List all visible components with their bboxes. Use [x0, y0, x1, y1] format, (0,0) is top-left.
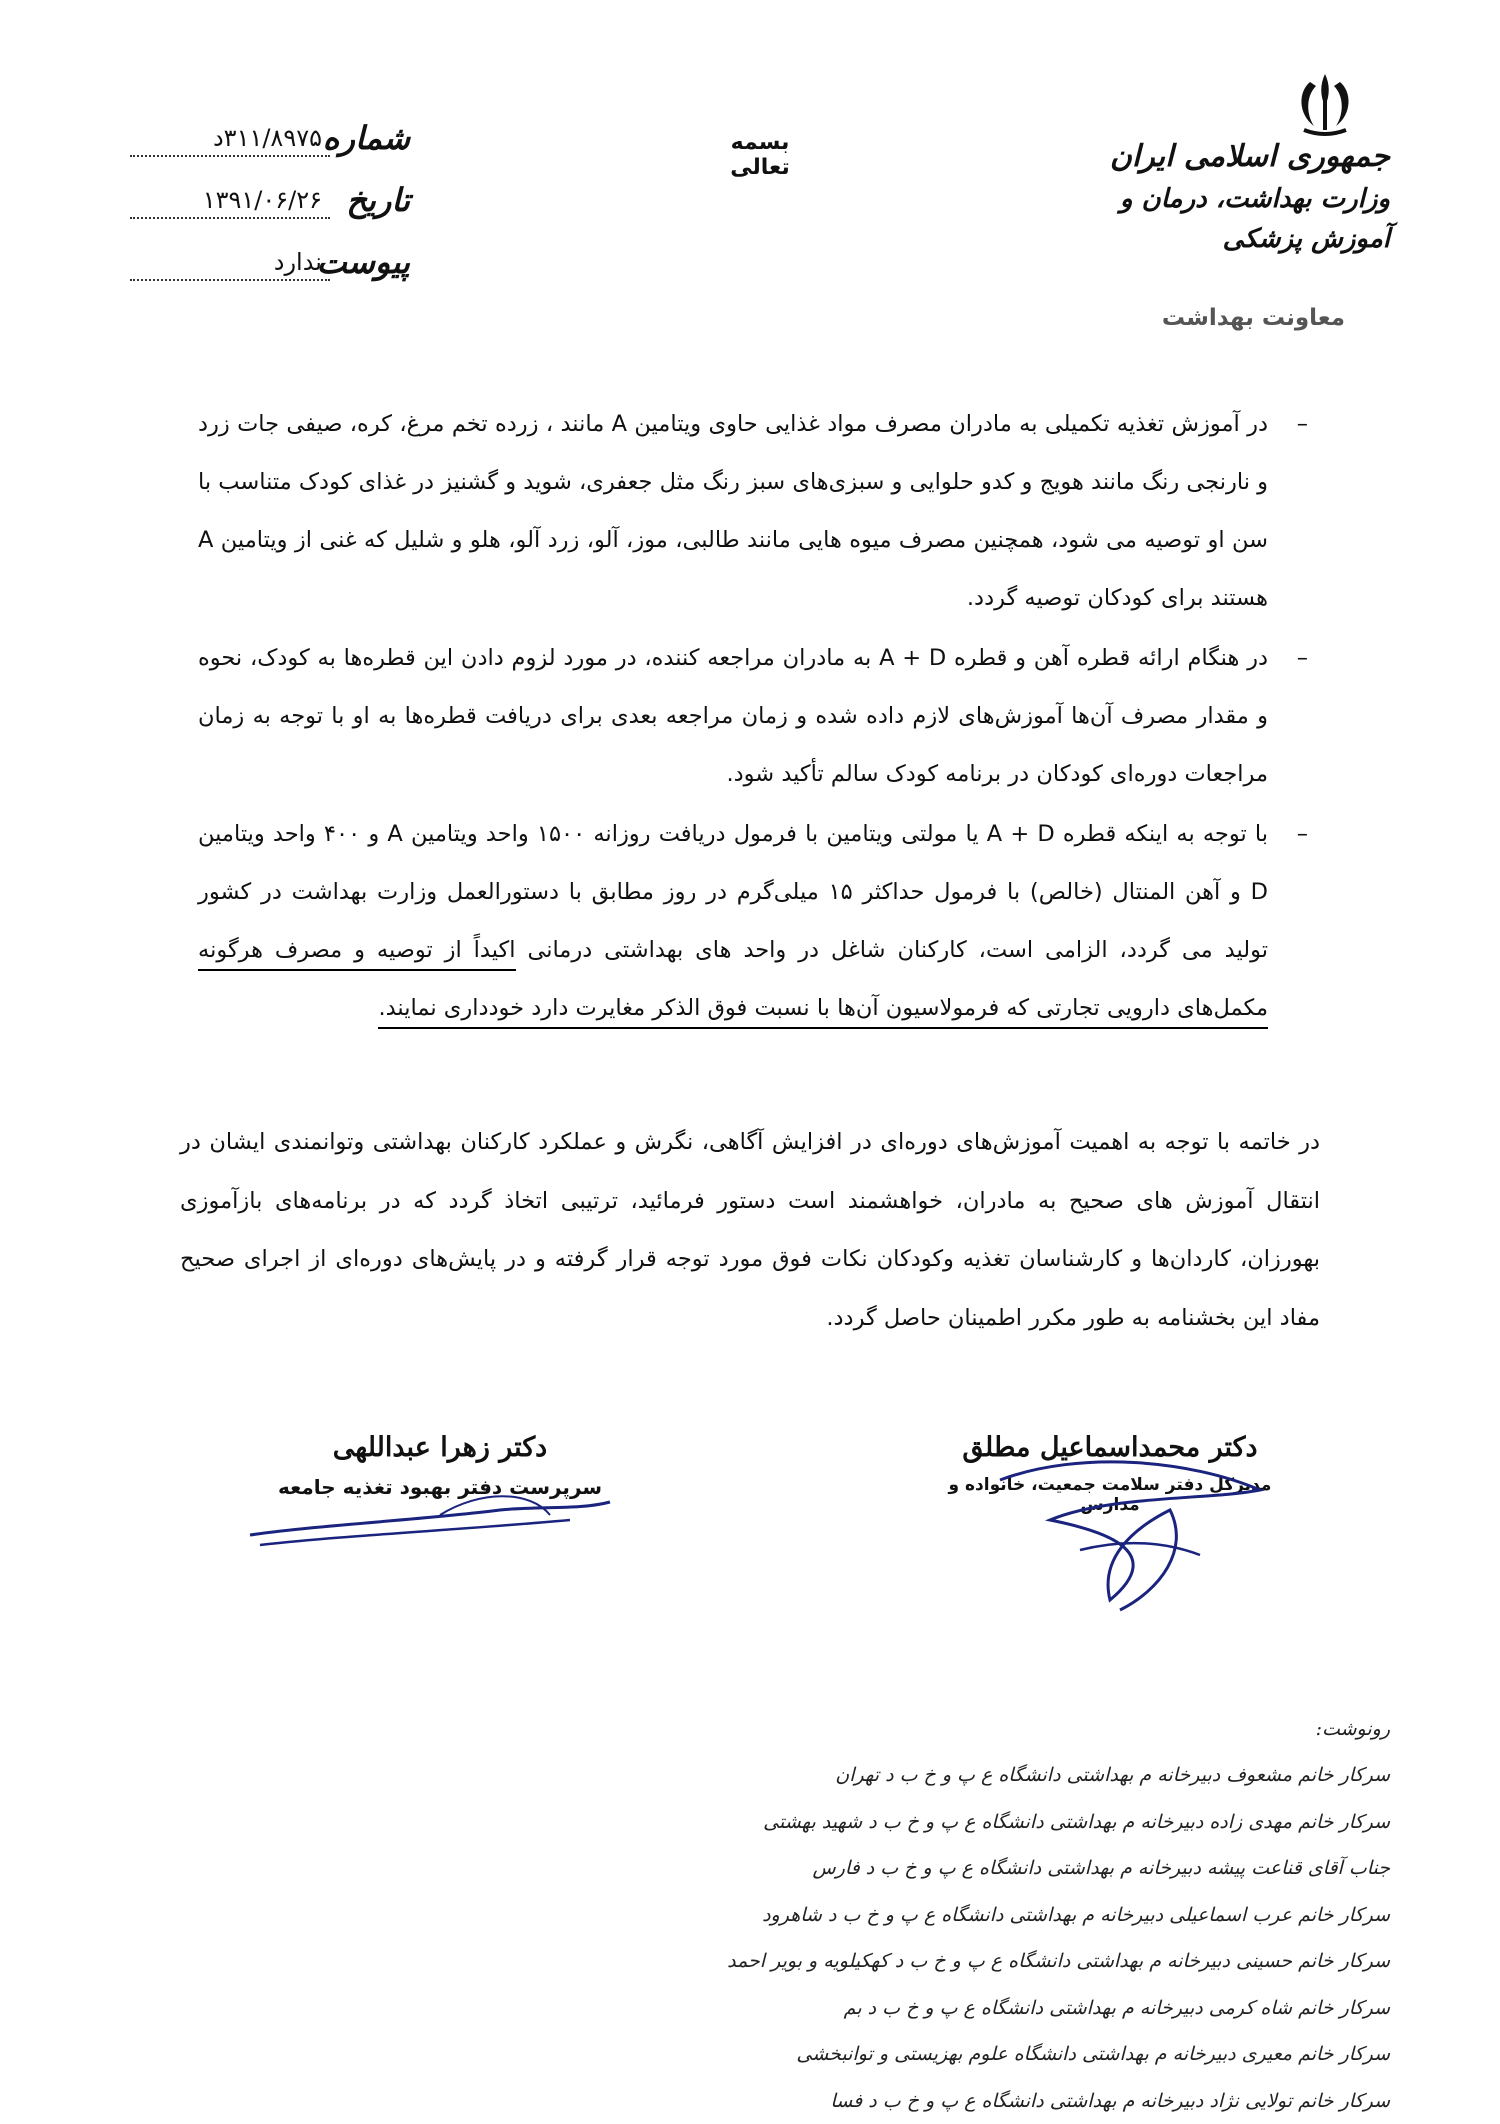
- cc-item: سرکار خانم عرب اسماعیلی دبیرخانه م بهداشتی دانشگاه ع پ و خ ب د شاهرود: [510, 1892, 1390, 1939]
- cc-heading: رونوشت:: [510, 1708, 1390, 1750]
- signatory-name-left: دکتر زهرا عبداللهی: [260, 1432, 620, 1463]
- iran-emblem-icon: [1280, 70, 1370, 140]
- bullet-dash: –: [1268, 805, 1320, 1037]
- cc-item: سرکار خانم حسینی دبیرخانه م بهداشتی دانشگاه ع پ و خ ب د کهکیلویه و بویر احمد: [510, 1938, 1390, 1985]
- meta-number-row: [130, 95, 410, 157]
- bullet-item: [180, 629, 1320, 803]
- closing-paragraph: در خاتمه با توجه به اهمیت آموزش‌های دوره‌ای در افزایش آگاهی، نگرش و عملکرد کارکنان بهداشتی وتوانمندی ایشان در انتقال آموزش های صحیح به مادران، خواهشمند است دستور فرمائید، ترتیبی اتخاذ گردد که در برنامه‌های بازآموزی بهورزان، کاردان‌ها و کارشناسان تغذیه وکودکان نکات فوق مورد توجه قرار گرفته و در پایش‌های دوره‌ای از اجرای صحیح مفاد این بخشنامه به طور مکرر اطمینان حاصل گردد.: [180, 1113, 1320, 1347]
- ministry-line-1: جمهوری اسلامی ایران: [1070, 135, 1390, 179]
- ministry-title: [1070, 135, 1390, 259]
- ministry-line-2: وزارت بهداشت، درمان و آموزش پزشکی: [1070, 179, 1390, 259]
- bullet-text: [198, 805, 1268, 1037]
- meta-date-row: [130, 157, 410, 219]
- bullet-text-underlined: اکیداً از توصیه و مصرف هرگونه مکمل‌های دارویی تجارتی که فرمولاسیون آن‌ها با نسبت فوق الذکر مغایرت دارد خودداری نمایند.: [198, 937, 1268, 1029]
- meta-number-label: شماره: [330, 119, 410, 157]
- bullet-text-plain: با توجه به اینکه قطره A + D یا مولتی ویتامین با فرمول دریافت روزانه ۱۵۰۰ واحد ویتامین A و ۴۰۰ واحد ویتامین D و آهن المنتال (خالص) با فرمول حداکثر ۱۵ میلی‌گرم در روز مطابق با دستورالعمل وزارت بهداشت در کشور تولید می گردد، الزامی است، کارکنان شاغل در واحد های بهداشتی درمانی: [198, 821, 1268, 963]
- meta-attachment-value: ندارد: [130, 245, 330, 281]
- cc-item: جناب آقای قناعت پیشه دبیرخانه م بهداشتی دانشگاه ع پ و خ ب د فارس: [510, 1845, 1390, 1892]
- signatory-role-left: سرپرست دفتر بهبود تغذیه جامعه: [260, 1475, 620, 1499]
- meta-number-value: ۳۱۱/۸۹۷۵د: [130, 121, 330, 157]
- bismillah: بسمه تعالی: [700, 130, 820, 180]
- signatory-name-right: دکتر محمداسماعیل مطلق: [930, 1432, 1290, 1463]
- signature-block-left: [260, 1432, 620, 1499]
- meta-attachment-label: پیوست: [330, 243, 410, 281]
- signature-block-right: [930, 1432, 1290, 1515]
- meta-date-label: تاریخ: [330, 181, 410, 219]
- meta-date-value: ۱۳۹۱/۰۶/۲۶: [130, 183, 330, 219]
- cc-list: [510, 1708, 1390, 2124]
- cc-item: سرکار خانم مهدی زاده دبیرخانه م بهداشتی دانشگاه ع پ و خ ب د شهید بهشتی: [510, 1799, 1390, 1846]
- cc-item: سرکار خانم معیری دبیرخانه م بهداشتی دانشگاه علوم بهزیستی و توانبخشی: [510, 2031, 1390, 2078]
- bullet-list: [180, 395, 1320, 1039]
- bullet-dash: –: [1268, 395, 1320, 627]
- bullet-text: در آموزش تغذیه تکمیلی به مادران مصرف مواد غذایی حاوی ویتامین A مانند ، زرده تخم مرغ، کره، صیفی جات زرد و نارنجی رنگ مانند هویج و کدو حلوایی و سبزی‌های سبز رنگ مثل جعفری، شوید و گشنیز در غذای کودک متناسب با سن او توصیه می شود، همچنین مصرف میوه هایی مانند طالبی، موز، آلو، زرد آلو، هلو و شلیل که غنی از ویتامین A هستند برای کودکان توصیه گردد.: [198, 395, 1268, 627]
- bullet-item: [180, 805, 1320, 1037]
- bullet-text: در هنگام ارائه قطره آهن و قطره A + D به مادران مراجعه کننده، در مورد لزوم دادن این قطره‌ها به کودک، نحوه و مقدار مصرف آن‌ها آموزش‌های لازم داده شده و زمان مراجعه بعدی برای دریافت قطره‌ها به او با توجه به زمان مراجعات دوره‌ای کودکان در برنامه کودک سالم تأکید شود.: [198, 629, 1268, 803]
- bullet-item: [180, 395, 1320, 627]
- bullet-dash: –: [1268, 629, 1320, 803]
- cc-item: سرکار خانم مشعوف دبیرخانه م بهداشتی دانشگاه ع پ و خ ب د تهران: [510, 1752, 1390, 1799]
- cc-item: سرکار خانم شاه کرمی دبیرخانه م بهداشتی دانشگاه ع پ و خ ب د بم: [510, 1985, 1390, 2032]
- signatory-role-right: مدیرکل دفتر سلامت جمعیت، خانواده و مدارس: [930, 1475, 1290, 1515]
- meta-attachment-row: [130, 219, 410, 281]
- letter-meta: [130, 95, 410, 281]
- deputy-title: معاونت بهداشت: [1162, 305, 1345, 331]
- cc-item: سرکار خانم تولایی نژاد دبیرخانه م بهداشتی دانشگاه ع پ و خ ب د فسا: [510, 2078, 1390, 2124]
